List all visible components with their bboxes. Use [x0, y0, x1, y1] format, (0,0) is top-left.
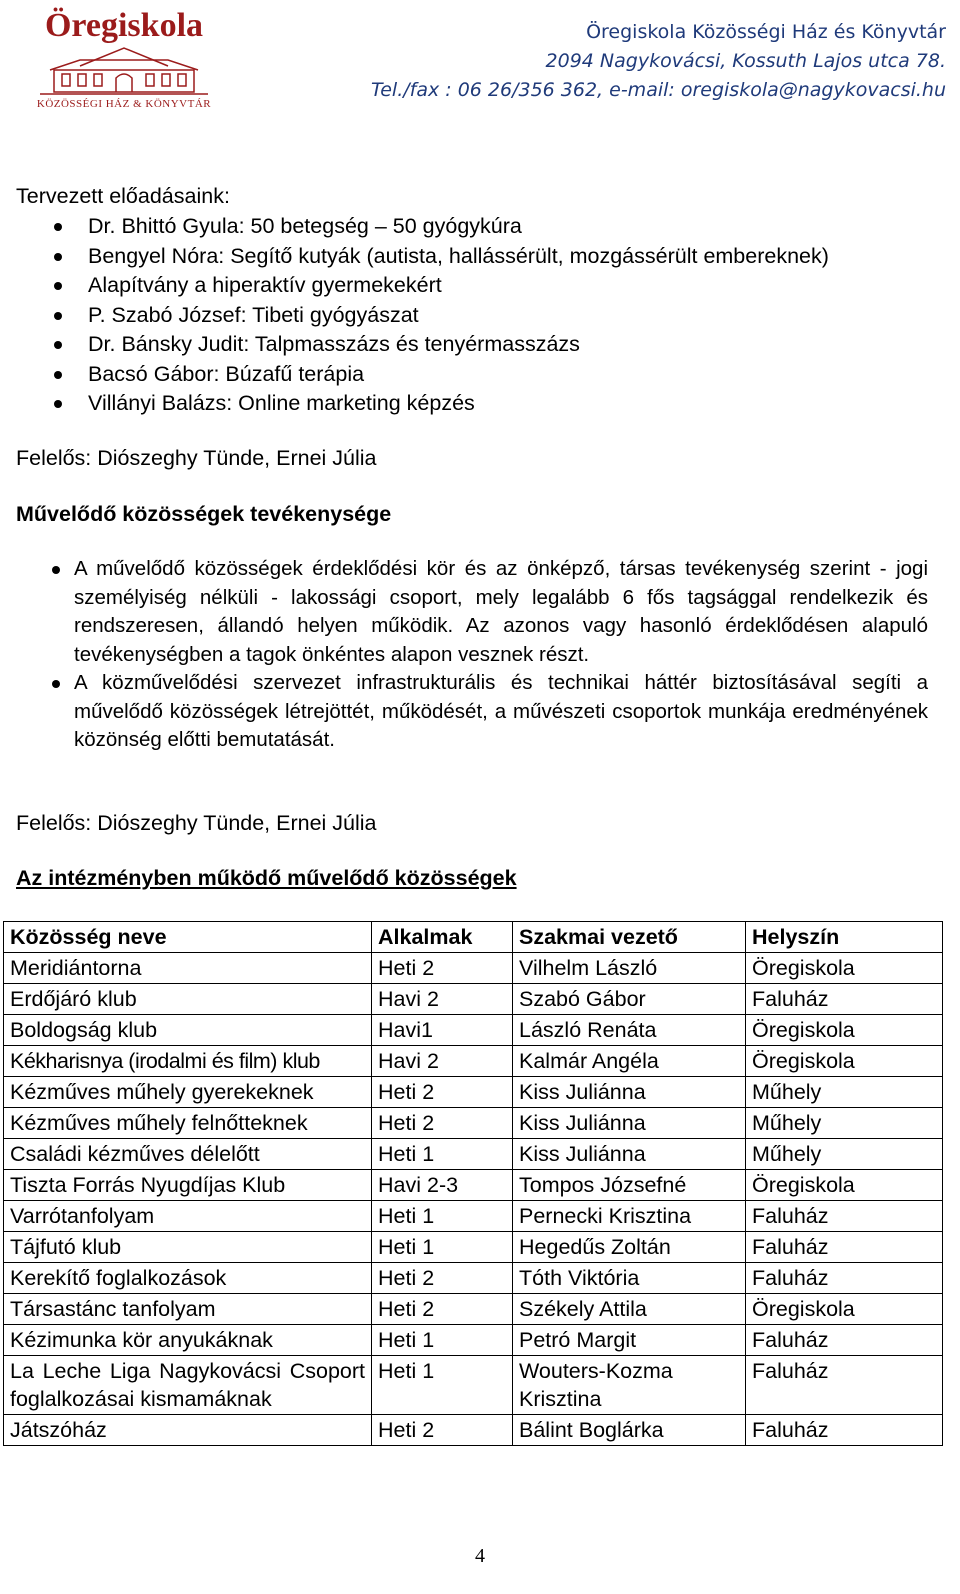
list-item: Bengyel Nóra: Segítő kutyák (autista, hallássérült, mozgássérült embereknek)	[0, 242, 829, 272]
cell-leader: Székely Attila	[513, 1294, 746, 1325]
bullet-icon	[52, 680, 60, 688]
table-header-row	[4, 922, 943, 953]
cell-frequency: Havi 2	[372, 1046, 513, 1077]
cell-frequency: Heti 1	[372, 1232, 513, 1263]
column-header: Közösség neve	[4, 922, 372, 953]
communities-heading: Művelődő közösségek tevékenysége	[16, 502, 392, 526]
bullet-icon	[54, 371, 62, 379]
column-header: Szakmai vezető	[513, 922, 746, 953]
column-header: Helyszín	[746, 922, 943, 953]
schoolhouse-drawing	[40, 48, 208, 94]
bullet-icon	[54, 341, 62, 349]
cell-location: Faluház	[746, 1201, 943, 1232]
cell-leader: Kalmár Angéla	[513, 1046, 746, 1077]
cell-frequency: Heti 2	[372, 1108, 513, 1139]
bullet-icon	[54, 282, 62, 290]
cell-leader: Pernecki Krisztina	[513, 1201, 746, 1232]
cell-location: Faluház	[746, 1232, 943, 1263]
lectures-list	[0, 212, 829, 419]
cell-location: Faluház	[746, 1415, 943, 1446]
list-item: A közművelődési szervezet infrastrukturális és technikai háttér biztosításával segíti a művelődő közösségek létrejöttét, működését, a művészeti csoportok munkája eredményének közönség előtti bemutatását.	[0, 669, 960, 755]
cell-location: Faluház	[746, 1325, 943, 1356]
page-number: 4	[475, 1545, 485, 1567]
communities-paragraphs	[0, 555, 960, 755]
cell-leader: Bálint Boglárka	[513, 1415, 746, 1446]
cell-leader: Tompos Józsefné	[513, 1170, 746, 1201]
cell-leader: Wouters-Kozma Krisztina	[513, 1356, 746, 1415]
cell-frequency: Heti 1	[372, 1356, 513, 1415]
cell-name: Kékharisnya (irodalmi és film) klub	[4, 1046, 372, 1077]
table-row	[4, 1232, 943, 1263]
cell-frequency: Heti 1	[372, 1201, 513, 1232]
communities-table	[3, 921, 943, 1446]
cell-name: Erdőjáró klub	[4, 984, 372, 1015]
cell-name: Varrótanfolyam	[4, 1201, 372, 1232]
table-row	[4, 1294, 943, 1325]
list-item: Bacsó Gábor: Búzafű terápia	[0, 360, 829, 390]
cell-name: Meridiántorna	[4, 953, 372, 984]
cell-name: Kézimunka kör anyukáknak	[4, 1325, 372, 1356]
cell-name: Tiszta Forrás Nyugdíjas Klub	[4, 1170, 372, 1201]
cell-name: Kerekítő foglalkozások	[4, 1263, 372, 1294]
logo-text: Öregiskola	[44, 7, 204, 44]
cell-frequency: Heti 1	[372, 1139, 513, 1170]
bullet-icon	[54, 400, 62, 408]
bullet-icon	[54, 253, 62, 261]
cell-location: Faluház	[746, 1356, 943, 1415]
cell-name: Tájfutó klub	[4, 1232, 372, 1263]
bullet-icon	[54, 223, 62, 231]
cell-name: Társastánc tanfolyam	[4, 1294, 372, 1325]
cell-name: Boldogság klub	[4, 1015, 372, 1046]
cell-location: Faluház	[746, 984, 943, 1015]
table-heading: Az intézményben működő művelődő közösségek	[16, 866, 517, 890]
cell-location: Öregiskola	[746, 1170, 943, 1201]
list-item: A művelődő közösségek érdeklődési kör és az önképző, társas tevékenység szerint - jogi személyiség nélküli - lakossági csoport, mely legalább 6 fős tagsággal rendelkezik és rendszeresen, állandó helyen működik. Az azonos vagy hasonló érdeklődésen alapuló tevékenységben a tagok önkéntes alapon vesznek részt.	[0, 555, 960, 669]
logo-subtitle: KÖZÖSSÉGI HÁZ & KÖNYVTÁR	[36, 98, 212, 110]
cell-frequency: Havi1	[372, 1015, 513, 1046]
cell-leader: Szabó Gábor	[513, 984, 746, 1015]
org-name: Öregiskola Közösségi Ház és Könyvtár	[586, 21, 946, 43]
oregiskola-logo	[30, 4, 218, 112]
cell-frequency: Heti 2	[372, 1077, 513, 1108]
table-row	[4, 1201, 943, 1232]
cell-leader: Kiss Juliánna	[513, 1108, 746, 1139]
table-row	[4, 1139, 943, 1170]
cell-location: Öregiskola	[746, 1046, 943, 1077]
table-row	[4, 1356, 943, 1415]
cell-leader: Tóth Viktória	[513, 1263, 746, 1294]
table-row	[4, 1015, 943, 1046]
cell-frequency: Heti 2	[372, 1415, 513, 1446]
lectures-responsible: Felelős: Diószeghy Tünde, Ernei Júlia	[16, 446, 377, 470]
cell-leader: Kiss Juliánna	[513, 1077, 746, 1108]
cell-name: Játszóház	[4, 1415, 372, 1446]
table-row	[4, 953, 943, 984]
table-row	[4, 1415, 943, 1446]
header-contact-block	[371, 18, 946, 105]
table-row	[4, 1108, 943, 1139]
cell-name: La Leche Liga Nagykovácsi Csoport foglalkozásai kismamáknak	[4, 1356, 372, 1415]
cell-leader: László Renáta	[513, 1015, 746, 1046]
bullet-icon	[52, 566, 60, 574]
cell-location: Műhely	[746, 1077, 943, 1108]
cell-name: Családi kézműves délelőtt	[4, 1139, 372, 1170]
list-item: Villányi Balázs: Online marketing képzés	[0, 389, 829, 419]
column-header: Alkalmak	[372, 922, 513, 953]
table-row	[4, 984, 943, 1015]
cell-location: Műhely	[746, 1139, 943, 1170]
cell-frequency: Heti 2	[372, 1294, 513, 1325]
table-row	[4, 1263, 943, 1294]
list-item: Dr. Bhittó Gyula: 50 betegség – 50 gyógykúra	[0, 212, 829, 242]
cell-location: Műhely	[746, 1108, 943, 1139]
cell-name: Kézműves műhely gyerekeknek	[4, 1077, 372, 1108]
communities-responsible: Felelős: Diószeghy Tünde, Ernei Júlia	[16, 811, 377, 835]
bullet-icon	[54, 312, 62, 320]
cell-location: Öregiskola	[746, 953, 943, 984]
cell-frequency: Heti 1	[372, 1325, 513, 1356]
list-item: Alapítvány a hiperaktív gyermekekért	[0, 271, 829, 301]
cell-location: Öregiskola	[746, 1015, 943, 1046]
org-address: 2094 Nagykovácsi, Kossuth Lajos utca 78.	[545, 50, 946, 72]
cell-frequency: Heti 2	[372, 953, 513, 984]
list-item: Dr. Bánsky Judit: Talpmasszázs és tenyérmasszázs	[0, 330, 829, 360]
cell-leader: Hegedűs Zoltán	[513, 1232, 746, 1263]
cell-location: Faluház	[746, 1263, 943, 1294]
cell-frequency: Heti 2	[372, 1263, 513, 1294]
table-row	[4, 1077, 943, 1108]
cell-frequency: Havi 2-3	[372, 1170, 513, 1201]
cell-leader: Petró Margit	[513, 1325, 746, 1356]
table-row	[4, 1325, 943, 1356]
table-row	[4, 1170, 943, 1201]
cell-location: Öregiskola	[746, 1294, 943, 1325]
org-contact: Tel./fax : 06 26/356 362, e-mail: oregiskola@nagykovacsi.hu	[370, 79, 946, 101]
cell-frequency: Havi 2	[372, 984, 513, 1015]
cell-leader: Vilhelm László	[513, 953, 746, 984]
cell-name: Kézműves műhely felnőtteknek	[4, 1108, 372, 1139]
lectures-label: Tervezett előadásaink:	[16, 184, 230, 208]
table-row	[4, 1046, 943, 1077]
list-item: P. Szabó József: Tibeti gyógyászat	[0, 301, 829, 331]
cell-leader: Kiss Juliánna	[513, 1139, 746, 1170]
